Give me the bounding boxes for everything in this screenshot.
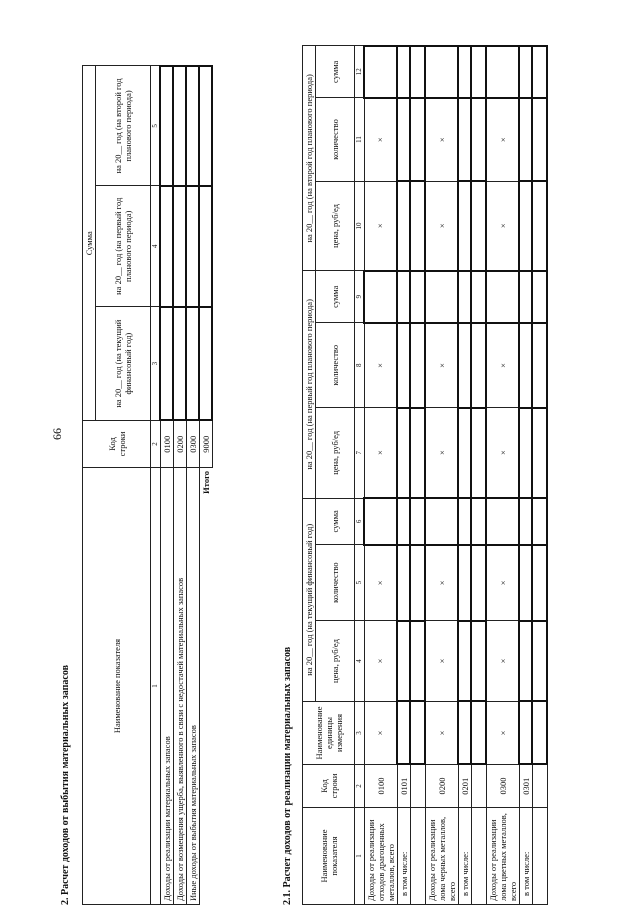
page-number: 66 — [50, 428, 64, 440]
mark: × — [486, 181, 519, 270]
header-price: цена, руб/ед — [316, 181, 355, 270]
header-year-3: на 20__ год (на второй год планового периода) — [303, 46, 316, 271]
colnum: 4 — [355, 621, 365, 702]
header-indicator: Наименование показателя — [303, 808, 355, 905]
table-row — [519, 46, 532, 905]
mark: × — [486, 545, 519, 621]
row-name: Доходы от реализации отходов драгоценных металлов, всего — [364, 808, 397, 905]
table-row — [425, 46, 458, 905]
header-qty: количество — [316, 98, 355, 182]
colnum: 10 — [355, 181, 365, 270]
mark: × — [486, 621, 519, 702]
row-name: Доходы от реализации лома цветных металлов, всего — [486, 808, 519, 905]
header-indicator: Наименование показателя — [83, 468, 151, 905]
colnum: 7 — [355, 408, 365, 499]
row-code: 0200 — [173, 421, 186, 468]
row-code: 0300 — [186, 421, 199, 468]
mark: × — [486, 408, 519, 499]
row-name: Доходы от возмещения ущерба, выявленного в связи с недостачей материальных запасов — [173, 468, 186, 905]
table-row — [173, 66, 186, 905]
row-code: 0200 — [425, 765, 458, 808]
mark: × — [425, 702, 458, 765]
header-sum: сумма — [316, 498, 355, 545]
mark: × — [364, 408, 397, 499]
header-code: Код строки — [83, 421, 151, 468]
table-row — [364, 46, 397, 905]
table-row — [186, 66, 199, 905]
mark: × — [425, 181, 458, 270]
colnum: 2 — [151, 421, 161, 468]
header-year-3: на 20__ год (на второй год планового периода) — [96, 66, 151, 186]
row-sub: в том числе: — [458, 808, 471, 905]
mark: × — [425, 98, 458, 182]
table-row — [458, 46, 471, 905]
colnum: 1 — [355, 808, 365, 905]
colnum: 8 — [355, 323, 365, 408]
mark: × — [364, 702, 397, 765]
colnum: 5 — [355, 545, 365, 621]
section-2-1-table — [302, 45, 548, 905]
total-label: Итого — [200, 471, 211, 494]
mark: × — [364, 323, 397, 408]
header-price: цена, руб/ед — [316, 408, 355, 499]
table-row — [486, 46, 519, 905]
mark: × — [425, 545, 458, 621]
mark: × — [486, 98, 519, 182]
header-qty: количество — [316, 545, 355, 621]
row-sub: в том числе: — [397, 808, 410, 905]
header-sum: сумма — [316, 271, 355, 323]
section-2-1-title: 2.1. Расчет доходов от реализации материальных запасов — [282, 646, 293, 905]
row-sub: в том числе: — [519, 808, 532, 905]
row-code: 0201 — [458, 765, 471, 808]
mark: × — [364, 621, 397, 702]
mark: × — [364, 545, 397, 621]
table-row — [160, 66, 173, 905]
header-year-2: на 20__ год (на первый год планового периода) — [96, 186, 151, 307]
row-code: 0100 — [364, 765, 397, 808]
mark: × — [486, 323, 519, 408]
row-name: Доходы от реализации материальных запасов — [160, 468, 173, 905]
mark: × — [425, 621, 458, 702]
mark: × — [364, 181, 397, 270]
colnum: 11 — [355, 98, 365, 182]
colnum: 6 — [355, 498, 365, 545]
mark: × — [425, 408, 458, 499]
section-2-title: 2. Расчет доходов от выбытия материальных запасов — [60, 664, 71, 905]
row-name: Иные доходы от выбытия материальных запасов — [186, 468, 199, 905]
mark: × — [486, 702, 519, 765]
colnum: 12 — [355, 46, 365, 98]
header-code: Код строки — [303, 765, 355, 808]
row-name: Доходы от реализации лома черных металлов, всего — [425, 808, 458, 905]
colnum: 1 — [151, 468, 161, 905]
header-year-1: на 20__ год (на текущий финансовый год) — [303, 498, 316, 701]
header-unit: Наименование единицы измерения — [303, 702, 355, 765]
mark: × — [364, 98, 397, 182]
row-code: 0101 — [397, 765, 410, 808]
table-row — [397, 46, 410, 905]
header-year-2: на 20__ год (на первый год планового периода) — [303, 271, 316, 498]
colnum: 9 — [355, 271, 365, 323]
total-code: 9000 — [199, 421, 212, 468]
colnum: 3 — [151, 307, 161, 421]
header-qty: количество — [316, 323, 355, 408]
header-year-1: на 20__ год (на текущий финансовый год) — [96, 307, 151, 421]
row-code: 0100 — [160, 421, 173, 468]
rotated-page-content — [50, 0, 640, 905]
row-code: 0301 — [519, 765, 532, 808]
colnum: 2 — [355, 765, 365, 808]
colnum: 3 — [355, 702, 365, 765]
header-sum: сумма — [316, 46, 355, 98]
colnum: 4 — [151, 186, 161, 307]
section-2-table — [82, 65, 213, 905]
row-code: 0300 — [486, 765, 519, 808]
mark: × — [425, 323, 458, 408]
header-price: цена, руб/ед — [316, 621, 355, 702]
colnum: 5 — [151, 66, 161, 186]
header-sum: Сумма — [83, 66, 96, 421]
table-row-total — [199, 66, 212, 905]
